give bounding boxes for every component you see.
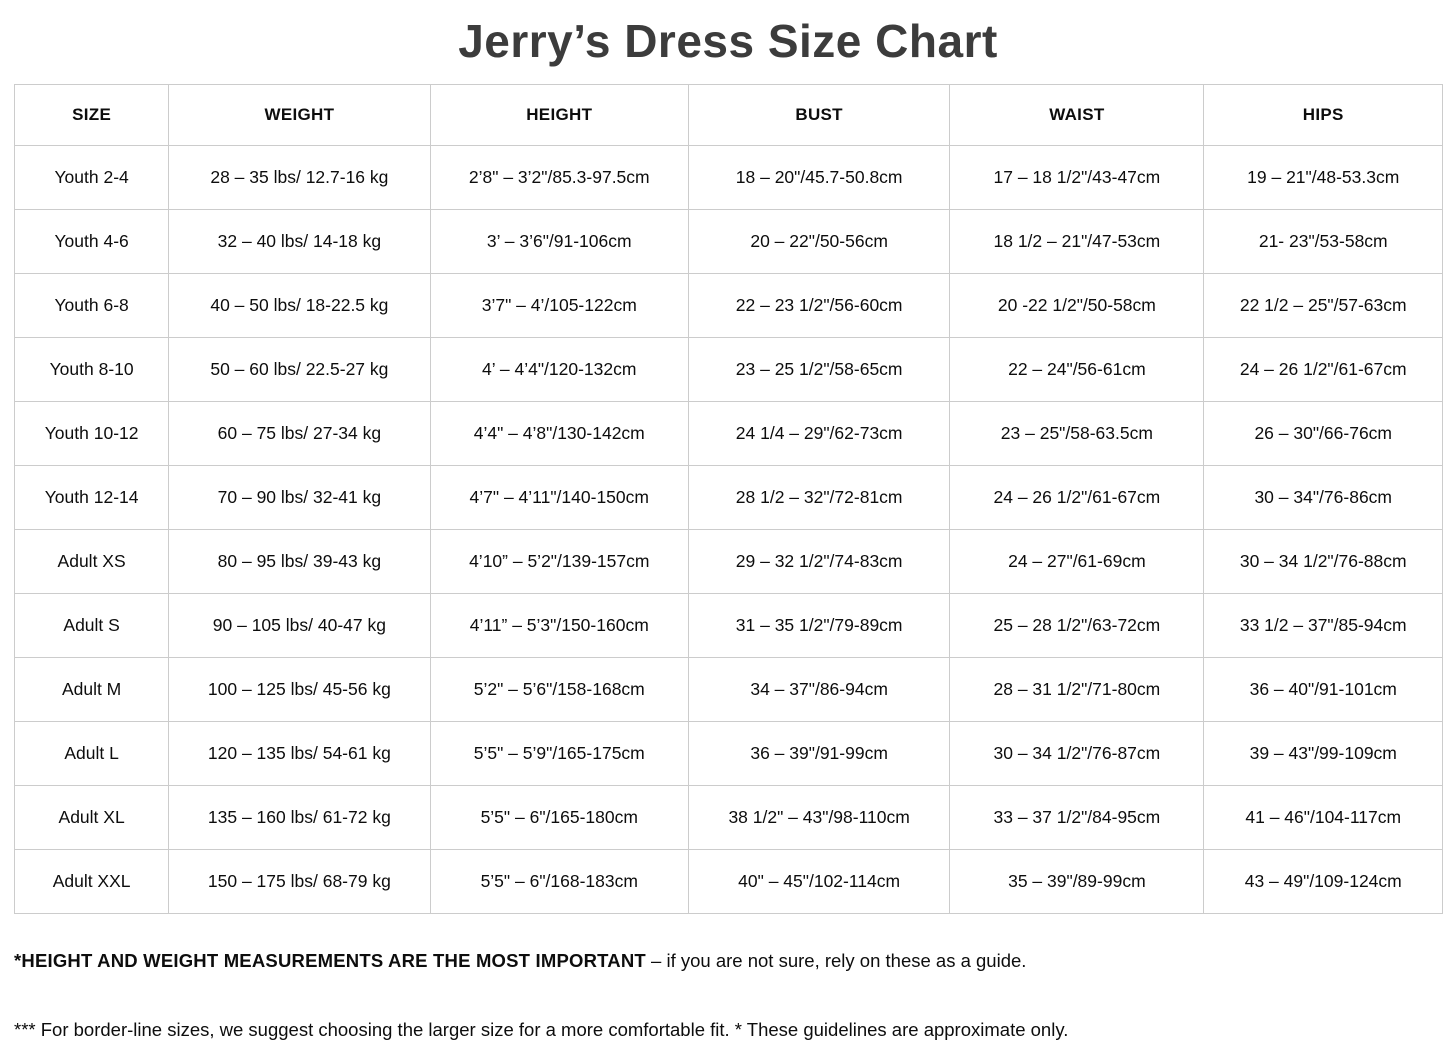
- cell-height: 4’10” – 5’2"/139-157cm: [430, 530, 688, 594]
- cell-bust: 29 – 32 1/2"/74-83cm: [688, 530, 949, 594]
- footnotes: [14, 950, 1456, 1041]
- table-header-row: [15, 85, 1443, 146]
- cell-hips: 41 – 46"/104-117cm: [1204, 786, 1443, 850]
- cell-size: Adult L: [15, 722, 169, 786]
- cell-size: Adult S: [15, 594, 169, 658]
- cell-bust: 23 – 25 1/2"/58-65cm: [688, 338, 949, 402]
- cell-height: 4’4" – 4’8"/130-142cm: [430, 402, 688, 466]
- cell-height: 3’7" – 4’/105-122cm: [430, 274, 688, 338]
- cell-weight: 80 – 95 lbs/ 39-43 kg: [169, 530, 430, 594]
- cell-size: Youth 10-12: [15, 402, 169, 466]
- cell-height: 4’7" – 4’11"/140-150cm: [430, 466, 688, 530]
- cell-bust: 38 1/2" – 43"/98-110cm: [688, 786, 949, 850]
- cell-waist: 25 – 28 1/2"/63-72cm: [950, 594, 1204, 658]
- cell-waist: 20 -22 1/2"/50-58cm: [950, 274, 1204, 338]
- cell-height: 5’5" – 6"/168-183cm: [430, 850, 688, 914]
- cell-waist: 22 – 24"/56-61cm: [950, 338, 1204, 402]
- cell-waist: 28 – 31 1/2"/71-80cm: [950, 658, 1204, 722]
- cell-weight: 50 – 60 lbs/ 22.5-27 kg: [169, 338, 430, 402]
- cell-weight: 60 – 75 lbs/ 27-34 kg: [169, 402, 430, 466]
- cell-weight: 28 – 35 lbs/ 12.7-16 kg: [169, 146, 430, 210]
- cell-bust: 22 – 23 1/2"/56-60cm: [688, 274, 949, 338]
- cell-size: Youth 2-4: [15, 146, 169, 210]
- cell-weight: 40 – 50 lbs/ 18-22.5 kg: [169, 274, 430, 338]
- cell-weight: 100 – 125 lbs/ 45-56 kg: [169, 658, 430, 722]
- cell-size: Youth 8-10: [15, 338, 169, 402]
- table-row: [15, 658, 1443, 722]
- table-body: [15, 146, 1443, 914]
- cell-hips: 26 – 30"/66-76cm: [1204, 402, 1443, 466]
- cell-weight: 90 – 105 lbs/ 40-47 kg: [169, 594, 430, 658]
- column-header-weight: WEIGHT: [169, 85, 430, 146]
- footnote-borderline-sizes: *** For border-line sizes, we suggest choosing the larger size for a more comfortable fit. * These guidelines are approximate only.: [14, 1019, 1069, 1040]
- table-row: [15, 402, 1443, 466]
- footnote-height-weight-bold: *HEIGHT AND WEIGHT MEASUREMENTS ARE THE MOST IMPORTANT: [14, 950, 646, 971]
- cell-hips: 30 – 34 1/2"/76-88cm: [1204, 530, 1443, 594]
- footnote-height-weight: [14, 950, 1456, 972]
- footnote-height-weight-rest: – if you are not sure, rely on these as a guide.: [645, 950, 1027, 971]
- table-row: [15, 850, 1443, 914]
- table-row: [15, 530, 1443, 594]
- cell-size: Adult XL: [15, 786, 169, 850]
- cell-waist: 30 – 34 1/2"/76-87cm: [950, 722, 1204, 786]
- cell-hips: 24 – 26 1/2"/61-67cm: [1204, 338, 1443, 402]
- cell-hips: 33 1/2 – 37"/85-94cm: [1204, 594, 1443, 658]
- cell-size: Youth 4-6: [15, 210, 169, 274]
- cell-waist: 17 – 18 1/2"/43-47cm: [950, 146, 1204, 210]
- cell-height: 2’8" – 3’2"/85.3-97.5cm: [430, 146, 688, 210]
- cell-size: Youth 6-8: [15, 274, 169, 338]
- table-row: [15, 594, 1443, 658]
- cell-size: Youth 12-14: [15, 466, 169, 530]
- cell-waist: 23 – 25"/58-63.5cm: [950, 402, 1204, 466]
- column-header-bust: BUST: [688, 85, 949, 146]
- column-header-size: SIZE: [15, 85, 169, 146]
- cell-waist: 33 – 37 1/2"/84-95cm: [950, 786, 1204, 850]
- table-row: [15, 274, 1443, 338]
- cell-size: Adult XXL: [15, 850, 169, 914]
- cell-bust: 28 1/2 – 32"/72-81cm: [688, 466, 949, 530]
- cell-bust: 31 – 35 1/2"/79-89cm: [688, 594, 949, 658]
- cell-height: 4’11” – 5’3"/150-160cm: [430, 594, 688, 658]
- cell-hips: 30 – 34"/76-86cm: [1204, 466, 1443, 530]
- table-row: [15, 722, 1443, 786]
- cell-waist: 24 – 27"/61-69cm: [950, 530, 1204, 594]
- cell-bust: 24 1/4 – 29"/62-73cm: [688, 402, 949, 466]
- table-row: [15, 146, 1443, 210]
- cell-height: 5’5" – 6"/165-180cm: [430, 786, 688, 850]
- cell-height: 3’ – 3’6"/91-106cm: [430, 210, 688, 274]
- cell-weight: 135 – 160 lbs/ 61-72 kg: [169, 786, 430, 850]
- cell-bust: 40" – 45"/102-114cm: [688, 850, 949, 914]
- cell-weight: 150 – 175 lbs/ 68-79 kg: [169, 850, 430, 914]
- table-row: [15, 466, 1443, 530]
- cell-height: 4’ – 4’4"/120-132cm: [430, 338, 688, 402]
- cell-bust: 18 – 20"/45.7-50.8cm: [688, 146, 949, 210]
- table-row: [15, 786, 1443, 850]
- page-title: Jerry’s Dress Size Chart: [458, 15, 998, 67]
- cell-bust: 36 – 39"/91-99cm: [688, 722, 949, 786]
- cell-size: Adult XS: [15, 530, 169, 594]
- cell-waist: 24 – 26 1/2"/61-67cm: [950, 466, 1204, 530]
- cell-bust: 20 – 22"/50-56cm: [688, 210, 949, 274]
- cell-waist: 18 1/2 – 21"/47-53cm: [950, 210, 1204, 274]
- cell-bust: 34 – 37"/86-94cm: [688, 658, 949, 722]
- cell-hips: 21- 23"/53-58cm: [1204, 210, 1443, 274]
- cell-weight: 120 – 135 lbs/ 54-61 kg: [169, 722, 430, 786]
- column-header-height: HEIGHT: [430, 85, 688, 146]
- cell-hips: 22 1/2 – 25"/57-63cm: [1204, 274, 1443, 338]
- size-chart-table: [14, 84, 1443, 914]
- cell-size: Adult M: [15, 658, 169, 722]
- table-row: [15, 338, 1443, 402]
- cell-hips: 19 – 21"/48-53.3cm: [1204, 146, 1443, 210]
- cell-hips: 39 – 43"/99-109cm: [1204, 722, 1443, 786]
- cell-weight: 32 – 40 lbs/ 14-18 kg: [169, 210, 430, 274]
- cell-hips: 36 – 40"/91-101cm: [1204, 658, 1443, 722]
- cell-height: 5’2" – 5’6"/158-168cm: [430, 658, 688, 722]
- cell-height: 5’5" – 5’9"/165-175cm: [430, 722, 688, 786]
- cell-waist: 35 – 39"/89-99cm: [950, 850, 1204, 914]
- table-row: [15, 210, 1443, 274]
- column-header-waist: WAIST: [950, 85, 1204, 146]
- cell-hips: 43 – 49"/109-124cm: [1204, 850, 1443, 914]
- cell-weight: 70 – 90 lbs/ 32-41 kg: [169, 466, 430, 530]
- column-header-hips: HIPS: [1204, 85, 1443, 146]
